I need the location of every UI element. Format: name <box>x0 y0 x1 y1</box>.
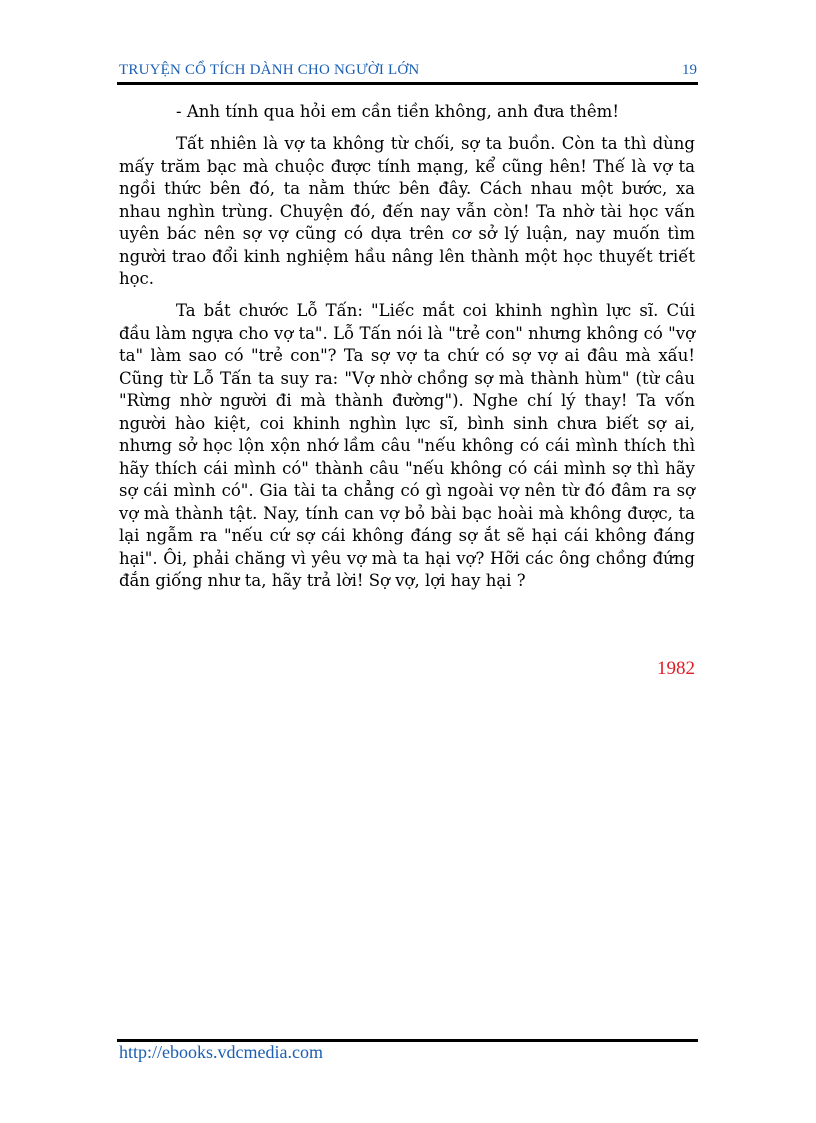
header-divider <box>117 82 698 85</box>
header-title: TRUYỆN CỔ TÍCH DÀNH CHO NGƯỜI LỚN <box>119 62 420 78</box>
page-number: 19 <box>682 62 697 78</box>
paragraph: Tất nhiên là vợ ta không từ chối, sợ ta buồn. Còn ta thì dùng mấy trăm bạc mà chuộc được tính mạng, kể cũng hên! Thế là vợ ta ngồi thức bên đó, ta nằm thức bên đây. Cách nhau một bước, xa nhau nghìn trùng. Chuyện đó, đến nay vẫn còn! Ta nhờ tài học vấn uyên bác nên sợ vợ cũng có dựa trên cơ sở lý luận, nay muốn tìm người trao đổi kinh nghiệm hầu nâng lên thành một học thuyết triết học. <box>119 134 695 288</box>
paragraph: Ta bắt chước Lỗ Tấn: "Liếc mắt coi khinh nghìn lực sĩ. Cúi đầu làm ngựa cho vợ ta". Lỗ Tấn nói là "trẻ con" nhưng không có "vợ ta" làm sao có "trẻ con"? Ta sợ vợ ta chứ có sợ vợ ai đâu mà xấu! Cũng từ Lỗ Tấn ta suy ra: "Vợ nhờ chồng sợ mà thành hùm" (từ câu "Rừng nhờ người đi mà thành đường"). Nghe chí lý thay! Ta vốn người hào kiệt, coi khinh nghìn lực sĩ, bình sinh chưa biết sợ ai, nhưng sở học lộn xộn nhớ lầm câu "nếu không có cái mình thích thì hãy thích cái mình có" thành câu "nếu không có cái mình sợ thì hãy sợ cái mình có". Gia tài ta chẳng có gì ngoài vợ nên từ đó đâm ra sợ vợ mà thành tật. Nay, tính can vợ bỏ bài bạc hoài mà không được, ta lại ngẫm ra "nếu cứ sợ cái không đáng sợ ắt sẽ hại cái không đáng hại". Ôi, phải chăng vì yêu vợ mà ta hại vợ? Hỡi các ông chồng đứng đắn giống như ta, hãy trả lời! Sợ vợ, lợi hay hại ? <box>119 301 695 590</box>
paragraph: - Anh tính qua hỏi em cần tiền không, anh đưa thêm! <box>176 102 619 121</box>
running-header <box>119 60 697 82</box>
year-signature: 1982 <box>657 658 695 679</box>
footer-link[interactable]: http://ebooks.vdcmedia.com <box>119 1042 323 1062</box>
body-text <box>119 101 695 602</box>
